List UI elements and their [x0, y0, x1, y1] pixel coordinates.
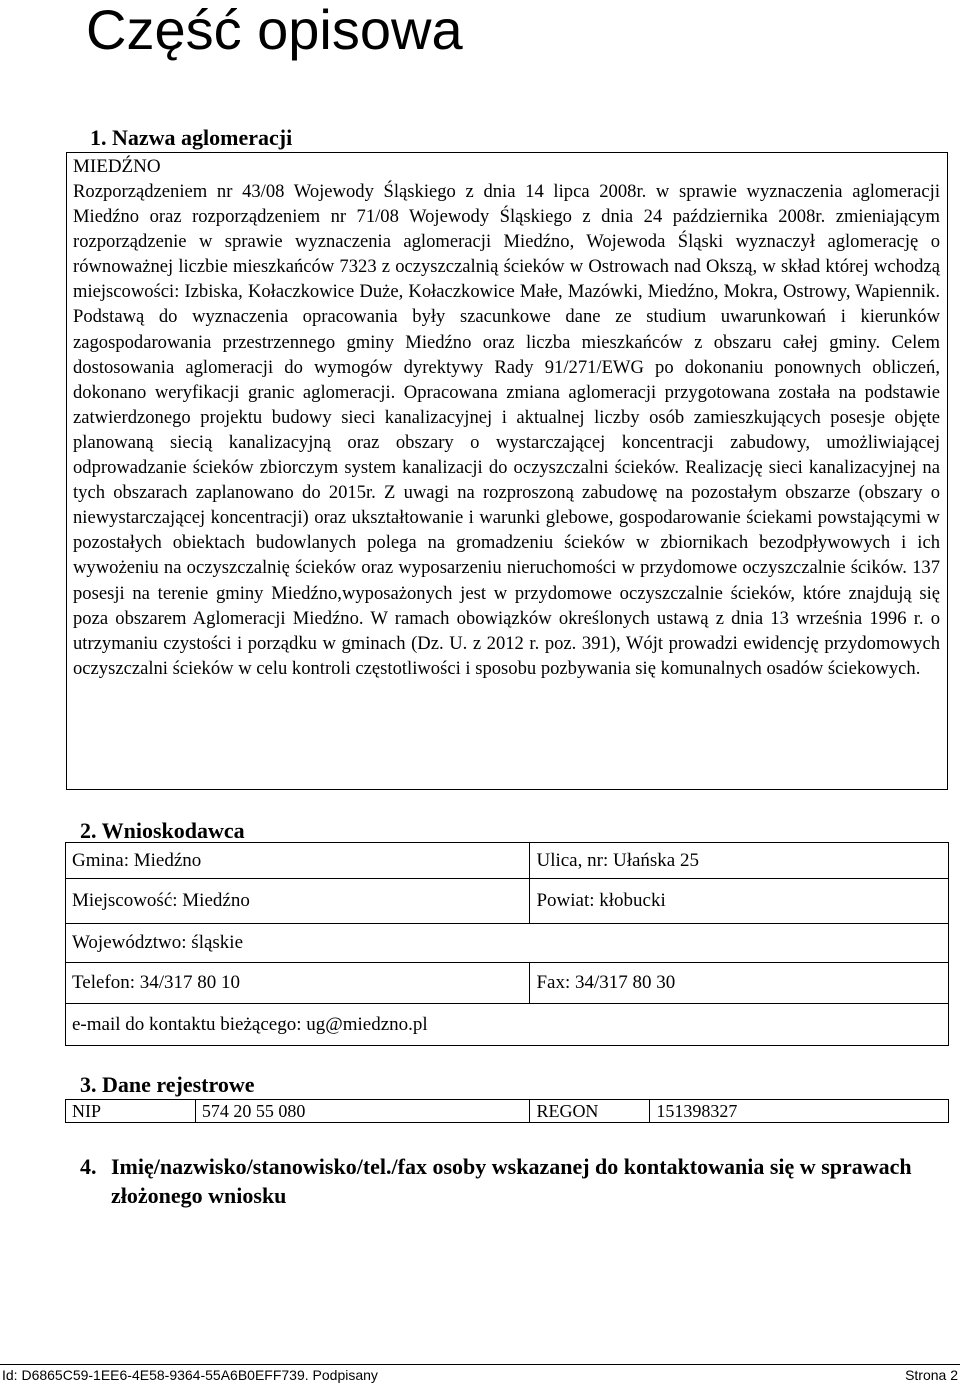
page-title: Część opisowa [86, 0, 463, 61]
nip-label: NIP [66, 1100, 196, 1123]
section-heading-aglomeracja: 1. Nazwa aglomeracji [90, 125, 293, 150]
table-row [66, 963, 949, 1004]
table-row [66, 1004, 949, 1046]
ulica-cell: Ulica, nr: Ułańska 25 [530, 843, 949, 879]
document-id: Id: D6865C59-1EE6-4E58-9364-55A6B0EFF739. Podpisany [2, 1367, 378, 1383]
section-heading-osoba-kontaktowa [80, 1152, 940, 1210]
page-footer [0, 1364, 960, 1386]
table-row [66, 924, 949, 963]
regon-value: 151398327 [650, 1100, 949, 1123]
aglomeracja-name: MIEDŹNO [73, 156, 161, 177]
aglomeracja-description-box [66, 152, 948, 790]
miejscowosc-cell: Miejscowość: Miedźno [66, 879, 530, 924]
nip-value: 574 20 55 080 [195, 1100, 530, 1123]
page-number: Strona 2 [905, 1367, 958, 1383]
gmina-cell: Gmina: Miedźno [66, 843, 530, 879]
email-cell: e-mail do kontaktu bieżącego: ug@miedzno.pl [66, 1004, 949, 1046]
section-heading-dane-rejestrowe: 3. Dane rejestrowe [80, 1072, 255, 1097]
registry-table [65, 1099, 949, 1123]
wojewodztwo-cell: Województwo: śląskie [66, 924, 949, 963]
applicant-table [65, 842, 949, 1046]
fax-cell: Fax: 34/317 80 30 [530, 963, 949, 1004]
powiat-cell: Powiat: kłobucki [530, 879, 949, 924]
section-number: 4. [80, 1154, 97, 1179]
section-heading-text: Imię/nazwisko/stanowisko/tel./fax osoby wskazanej do kontaktowania się w sprawach złożonego wniosku [111, 1154, 912, 1208]
table-row [66, 1100, 949, 1123]
aglomeracja-description: Rozporządzeniem nr 43/08 Wojewody Śląskiego z dnia 14 lipca 2008r. w sprawie wyznaczenia aglomeracji Miedźno oraz rozporządzeniem nr 71/08 Wojewody Śląskiego z dnia 24 października 2008r. zmieniającym rozporządzenie w sprawie wyznaczenia aglomeracji Miedźno, Wojewoda Śląski wyznaczył aglomerację o równoważnej liczbie mieszkańców 7323 z oczyszczalnią ścieków w Ostrowach nad Okszą, w skład której wchodzą miejscowości: Izbiska, Kołaczkowice Duże, Kołaczkowice Małe, Mazówki, Miedźno, Mokra, Ostrowy, Wapiennik. Podstawą do wyznaczenia opracowania były szacunkowe dane ze studium uwarunkowań i kierunków zagospodarowania przestrzennego gminy Miedźno oraz liczba mieszkańców z obszaru całej gminy. Celem dostosowania aglomeracji do wymogów dyrektywy Rady 91/271/EWG po dokonaniu ponownych obliczeń, dokonano weryfikacji granic aglomeracji. Opracowana zmiana aglomeracji przygotowana została na podstawie zatwierdzonego projektu budowy sieci kanalizacyjnej i aktualnej liczby osób zamieszkujących posesje objęte planowaną siecią kanalizacyjną oraz obszary o wystarczającej koncentracji zabudowy, umożliwiającej odprowadzanie ścieków zbiorczym system kanalizacji do oczyszczalni ścieków. Realizację sieci kanalizacyjnej na tych obszarach zaplanowano do 2015r. Z uwagi na rozproszoną zabudowę na pozostałym obszarze (obszary o niewystarczającej koncentracji) oraz ukształtowanie i warunki glebowe, gospodarowanie ściekami powstającymi w pozostałych obiektach budowlanych polega na gromadzeniu ścieków w zbiornikach bezodpływowych i ich wywożeniu na oczyszczalnię ścieków oraz wyposarzeniu nieruchomości w przydomowe oczyszczalnie ścików. 137 posesji na terenie gminy Miedźno,wyposażonych jest w przydomowe oczyszczalnie ścieków, które znajdują się poza obszarem Aglomeracji Miedźno. W ramach obowiązków określonych ustawą z dnia 13 września 1996 r. o utrzymaniu czystości i porządku w gminach (Dz. U. z 2012 r. poz. 391), Wójt prowadzi ewidencję przydomowych oczyszczalni ścieków w celu kontroli częstotliwości i sposobu pozbywania się komunalnych osadów ściekowych. [73, 181, 940, 679]
regon-label: REGON [530, 1100, 650, 1123]
table-row [66, 879, 949, 924]
telefon-cell: Telefon: 34/317 80 10 [66, 963, 530, 1004]
section-heading-wnioskodawca: 2. Wnioskodawca [80, 818, 245, 843]
table-row [66, 843, 949, 879]
